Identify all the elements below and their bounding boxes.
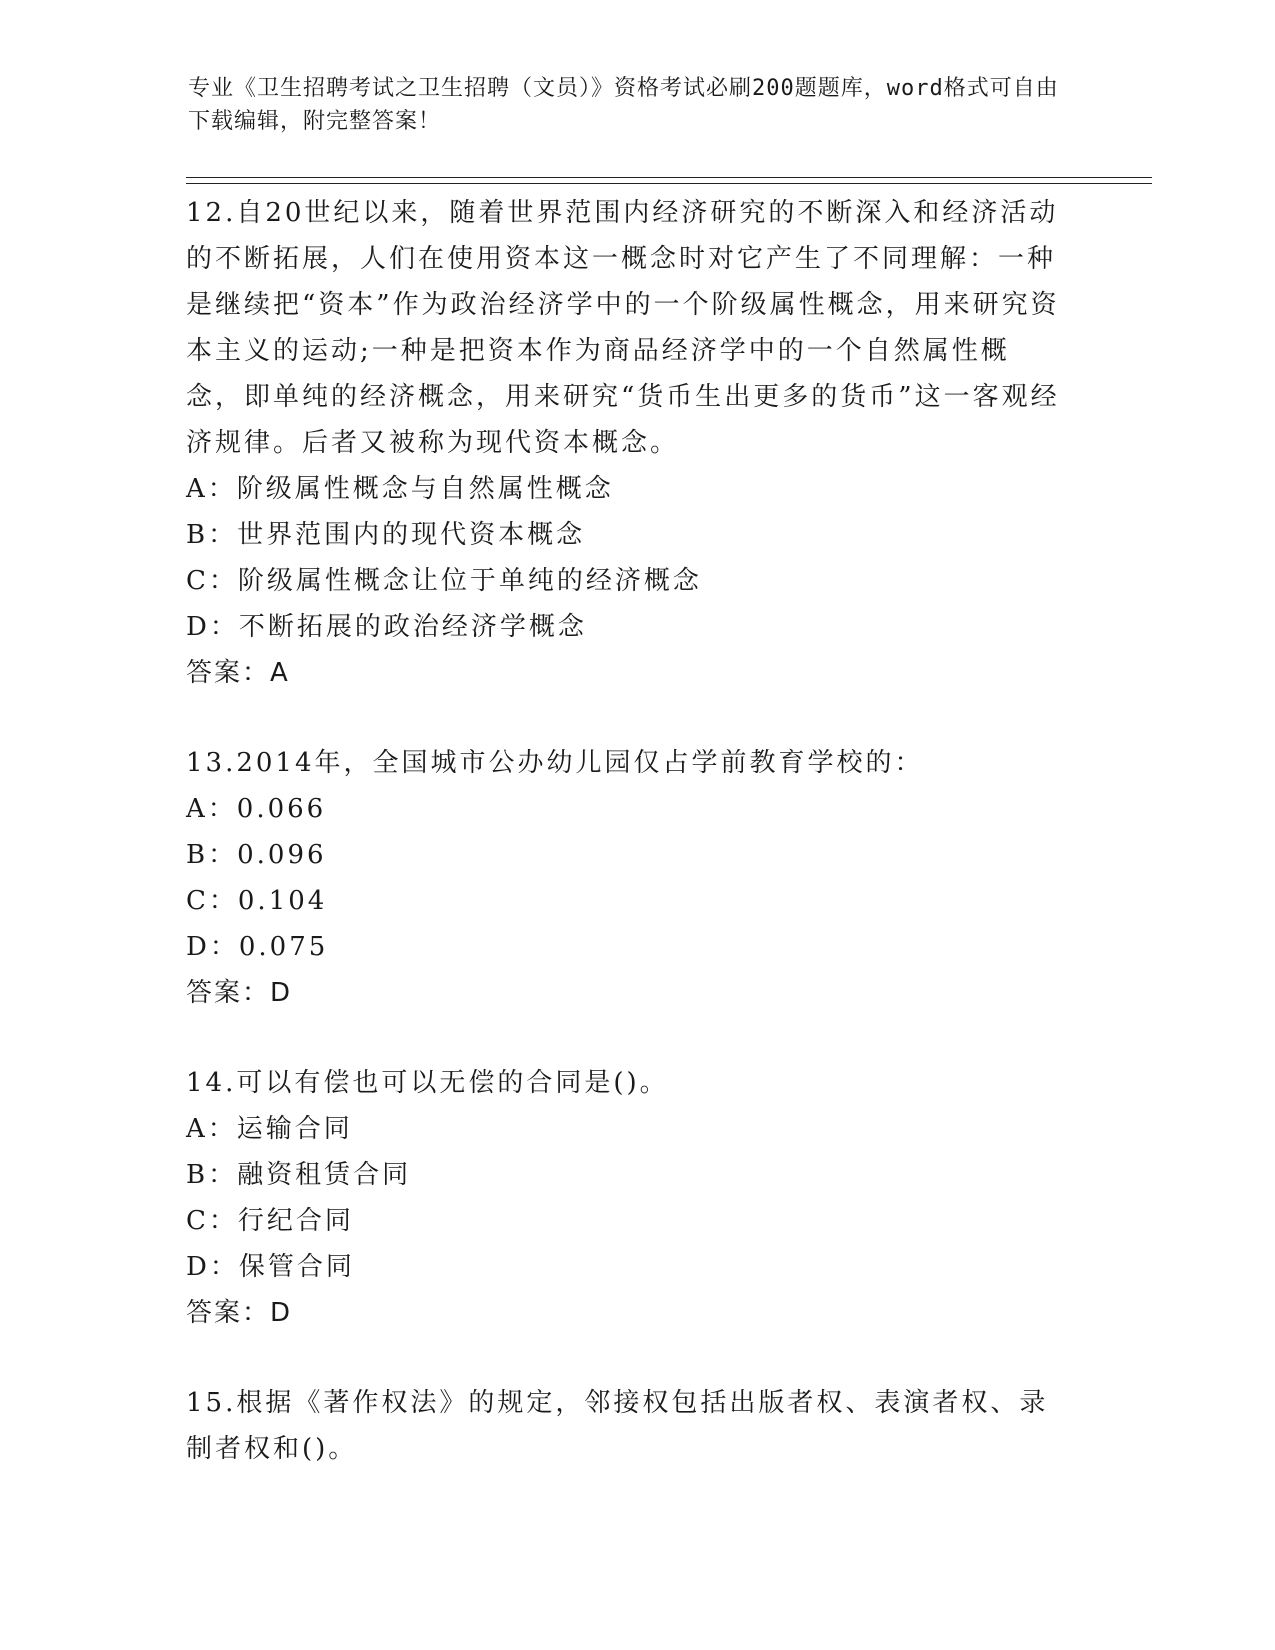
option-a: A：0.066 — [186, 794, 327, 824]
option-a: A：阶级属性概念与自然属性概念 — [186, 474, 614, 504]
question-stem: 13.2014年，全国城市公办幼儿园仅占学前教育学校的： — [186, 748, 924, 778]
answer: 答案：A — [186, 658, 290, 688]
document-header: 专业《卫生招聘考试之卫生招聘（文员）》资格考试必刷200题题库，word格式可自由下载编辑，附完整答案！ — [188, 76, 1059, 134]
header-rule-top — [186, 177, 1152, 178]
question-13 — [186, 740, 1066, 1016]
question-14 — [186, 1060, 1066, 1336]
option-d: D：保管合同 — [186, 1252, 355, 1282]
question-15 — [186, 1380, 1066, 1472]
option-d: D：0.075 — [186, 932, 329, 962]
option-c: C：0.104 — [186, 886, 328, 916]
answer: 答案：D — [186, 978, 293, 1008]
question-stem: 12.自20世纪以来，随着世界范围内经济研究的不断深入和经济活动的不断拓展，人们在使用资本这一概念时对它产生了不同理解：一种是继续把“资本”作为政治经济学中的一个阶级属性概念，用来研究资本主义的运动;一种是把资本作为商品经济学中的一个自然属性概念，即单纯的经济概念，用来研究“货币生出更多的货币”这一客观经济规律。后者又被称为现代资本概念。 — [186, 198, 1060, 458]
answer: 答案：D — [186, 1298, 293, 1328]
option-d: D：不断拓展的政治经济学概念 — [186, 612, 587, 642]
option-c: C：阶级属性概念让位于单纯的经济概念 — [186, 566, 702, 596]
question-list — [186, 190, 1066, 1516]
question-stem: 15.根据《著作权法》的规定，邻接权包括出版者权、表演者权、录制者权和()。 — [186, 1388, 1049, 1464]
option-b: B：0.096 — [186, 840, 327, 870]
option-a: A：运输合同 — [186, 1114, 353, 1144]
option-c: C：行纪合同 — [186, 1206, 354, 1236]
option-b: B：融资租赁合同 — [186, 1160, 412, 1190]
header-rule-bottom — [186, 183, 1152, 184]
question-stem: 14.可以有偿也可以无偿的合同是()。 — [186, 1068, 669, 1098]
question-12 — [186, 190, 1066, 696]
option-b: B：世界范围内的现代资本概念 — [186, 520, 586, 550]
